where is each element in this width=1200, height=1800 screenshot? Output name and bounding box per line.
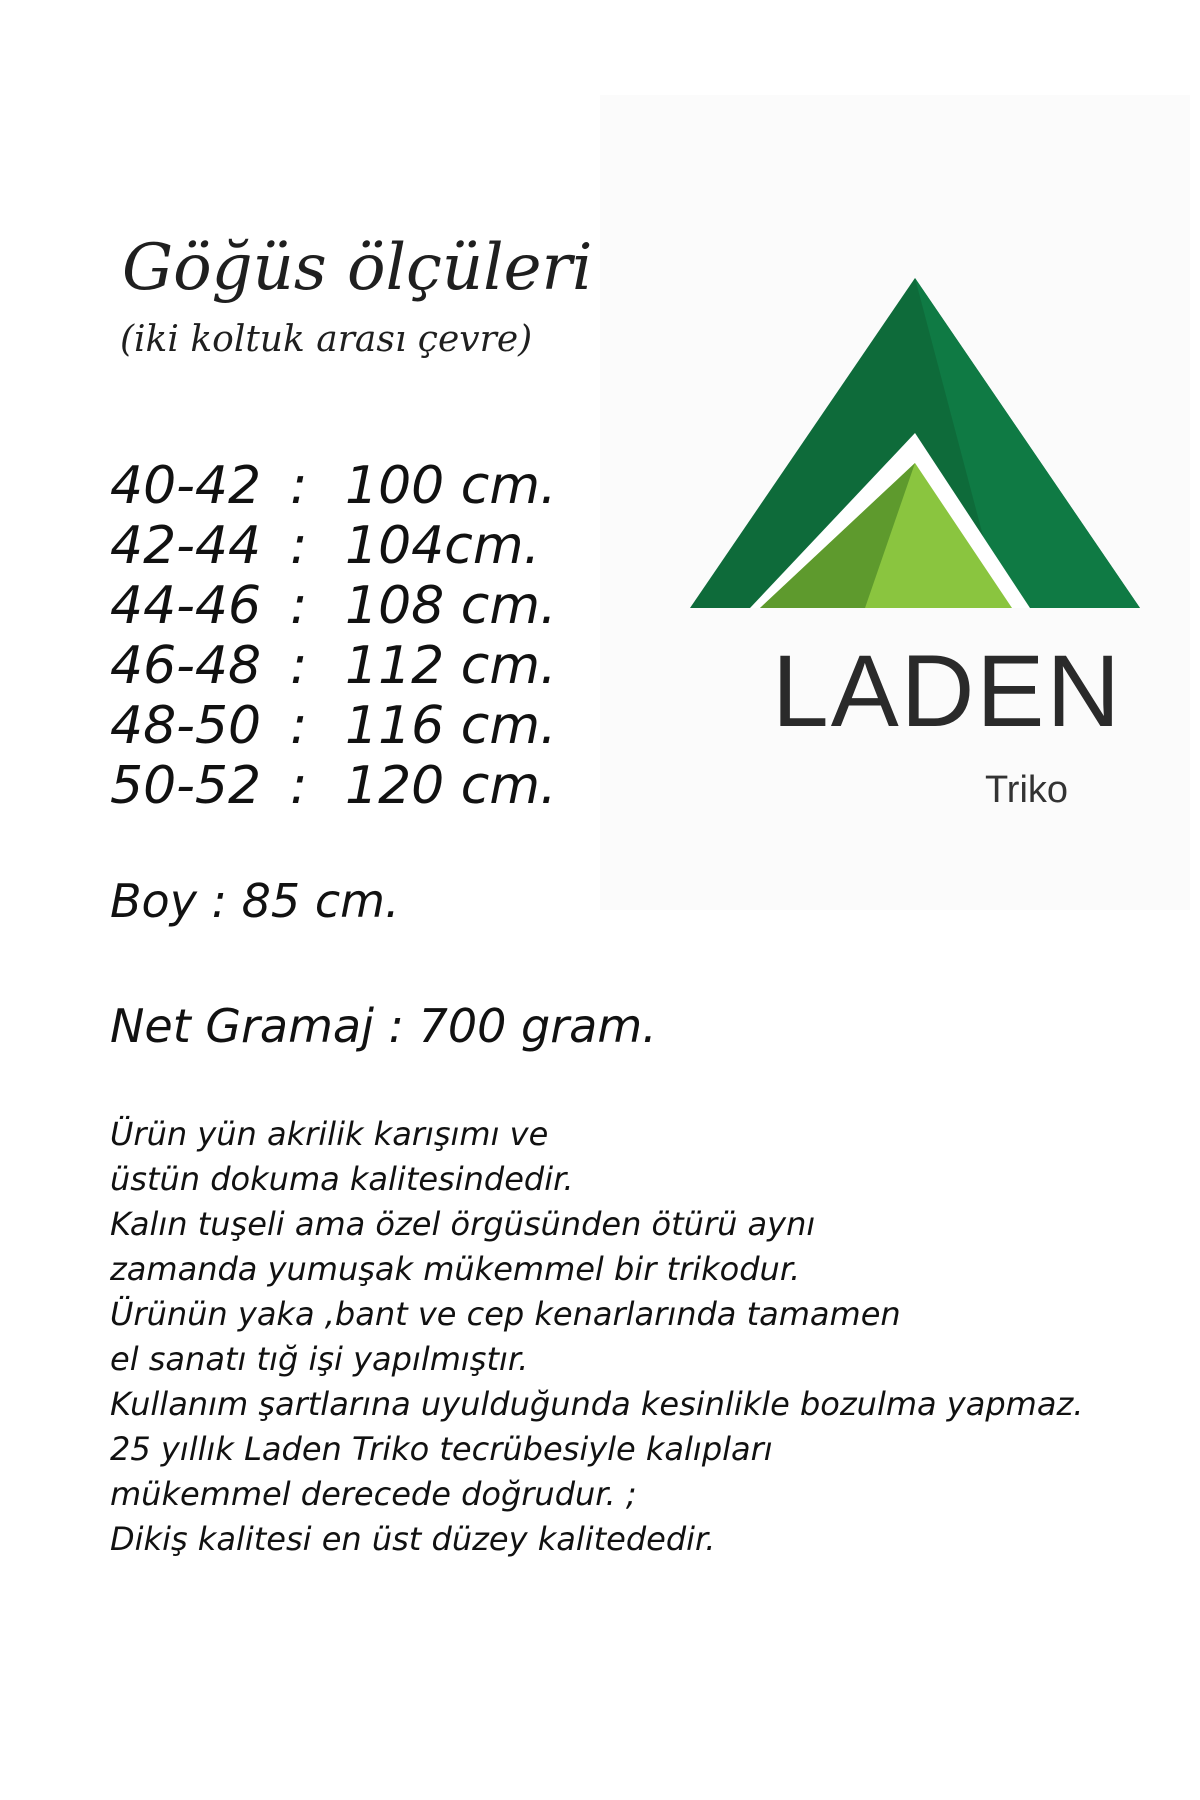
product-description bbox=[110, 1112, 1083, 1562]
size-range: 46-48 bbox=[110, 636, 262, 696]
size-range: 50-52 bbox=[110, 756, 262, 816]
size-value: 104cm. bbox=[345, 516, 541, 576]
description-line: Kalın tuşeli ama özel örgüsünden ötürü aynı bbox=[110, 1205, 816, 1243]
size-value: 112 cm. bbox=[345, 636, 557, 696]
size-row bbox=[110, 636, 557, 696]
brand-name: LADEN bbox=[772, 634, 1123, 748]
description-line: Kullanım şartlarına uyulduğunda kesinlikle bozulma yapmaz. bbox=[110, 1385, 1084, 1423]
description-line: Ürün yün akrilik karışımı ve bbox=[110, 1115, 549, 1153]
page-title: Göğüs ölçüleri bbox=[122, 231, 593, 305]
size-row bbox=[110, 516, 557, 576]
size-range: 42-44 bbox=[110, 516, 262, 576]
size-value: 100 cm. bbox=[345, 456, 557, 516]
description-line: üstün dokuma kalitesindedir. bbox=[110, 1160, 574, 1198]
length-info: Boy : 85 cm. bbox=[110, 874, 400, 928]
description-line: zamanda yumuşak mükemmel bir trikodur. bbox=[110, 1250, 801, 1288]
size-separator: : bbox=[290, 456, 308, 516]
size-row bbox=[110, 756, 557, 816]
description-line: Dikiş kalitesi en üst düzey kalitededir. bbox=[110, 1520, 716, 1558]
description-line: 25 yıllık Laden Triko tecrübesiyle kalıpları bbox=[110, 1430, 773, 1468]
brand-subtitle: Triko bbox=[985, 769, 1069, 811]
size-separator: : bbox=[290, 516, 308, 576]
weight-info: Net Gramaj : 700 gram. bbox=[110, 999, 657, 1053]
description-line: mükemmel derecede doğrudur. ; bbox=[110, 1475, 637, 1513]
size-range: 44-46 bbox=[110, 576, 262, 636]
page-subtitle: (iki koltuk arası çevre) bbox=[120, 319, 533, 360]
size-chart bbox=[110, 456, 557, 816]
description-line: Ürünün yaka ,bant ve cep kenarlarında tamamen bbox=[110, 1295, 901, 1333]
size-range: 40-42 bbox=[110, 456, 262, 516]
size-value: 108 cm. bbox=[345, 576, 557, 636]
description-line: el sanatı tığ işi yapılmıştır. bbox=[110, 1340, 529, 1378]
size-value: 116 cm. bbox=[345, 696, 557, 756]
size-row bbox=[110, 576, 557, 636]
size-row bbox=[110, 456, 557, 516]
size-range: 48-50 bbox=[110, 696, 262, 756]
size-separator: : bbox=[290, 696, 308, 756]
logo-triangle-icon bbox=[690, 278, 1140, 618]
size-value: 120 cm. bbox=[345, 756, 557, 816]
size-separator: : bbox=[290, 576, 308, 636]
size-row bbox=[110, 696, 557, 756]
size-separator: : bbox=[290, 636, 308, 696]
size-separator: : bbox=[290, 756, 308, 816]
